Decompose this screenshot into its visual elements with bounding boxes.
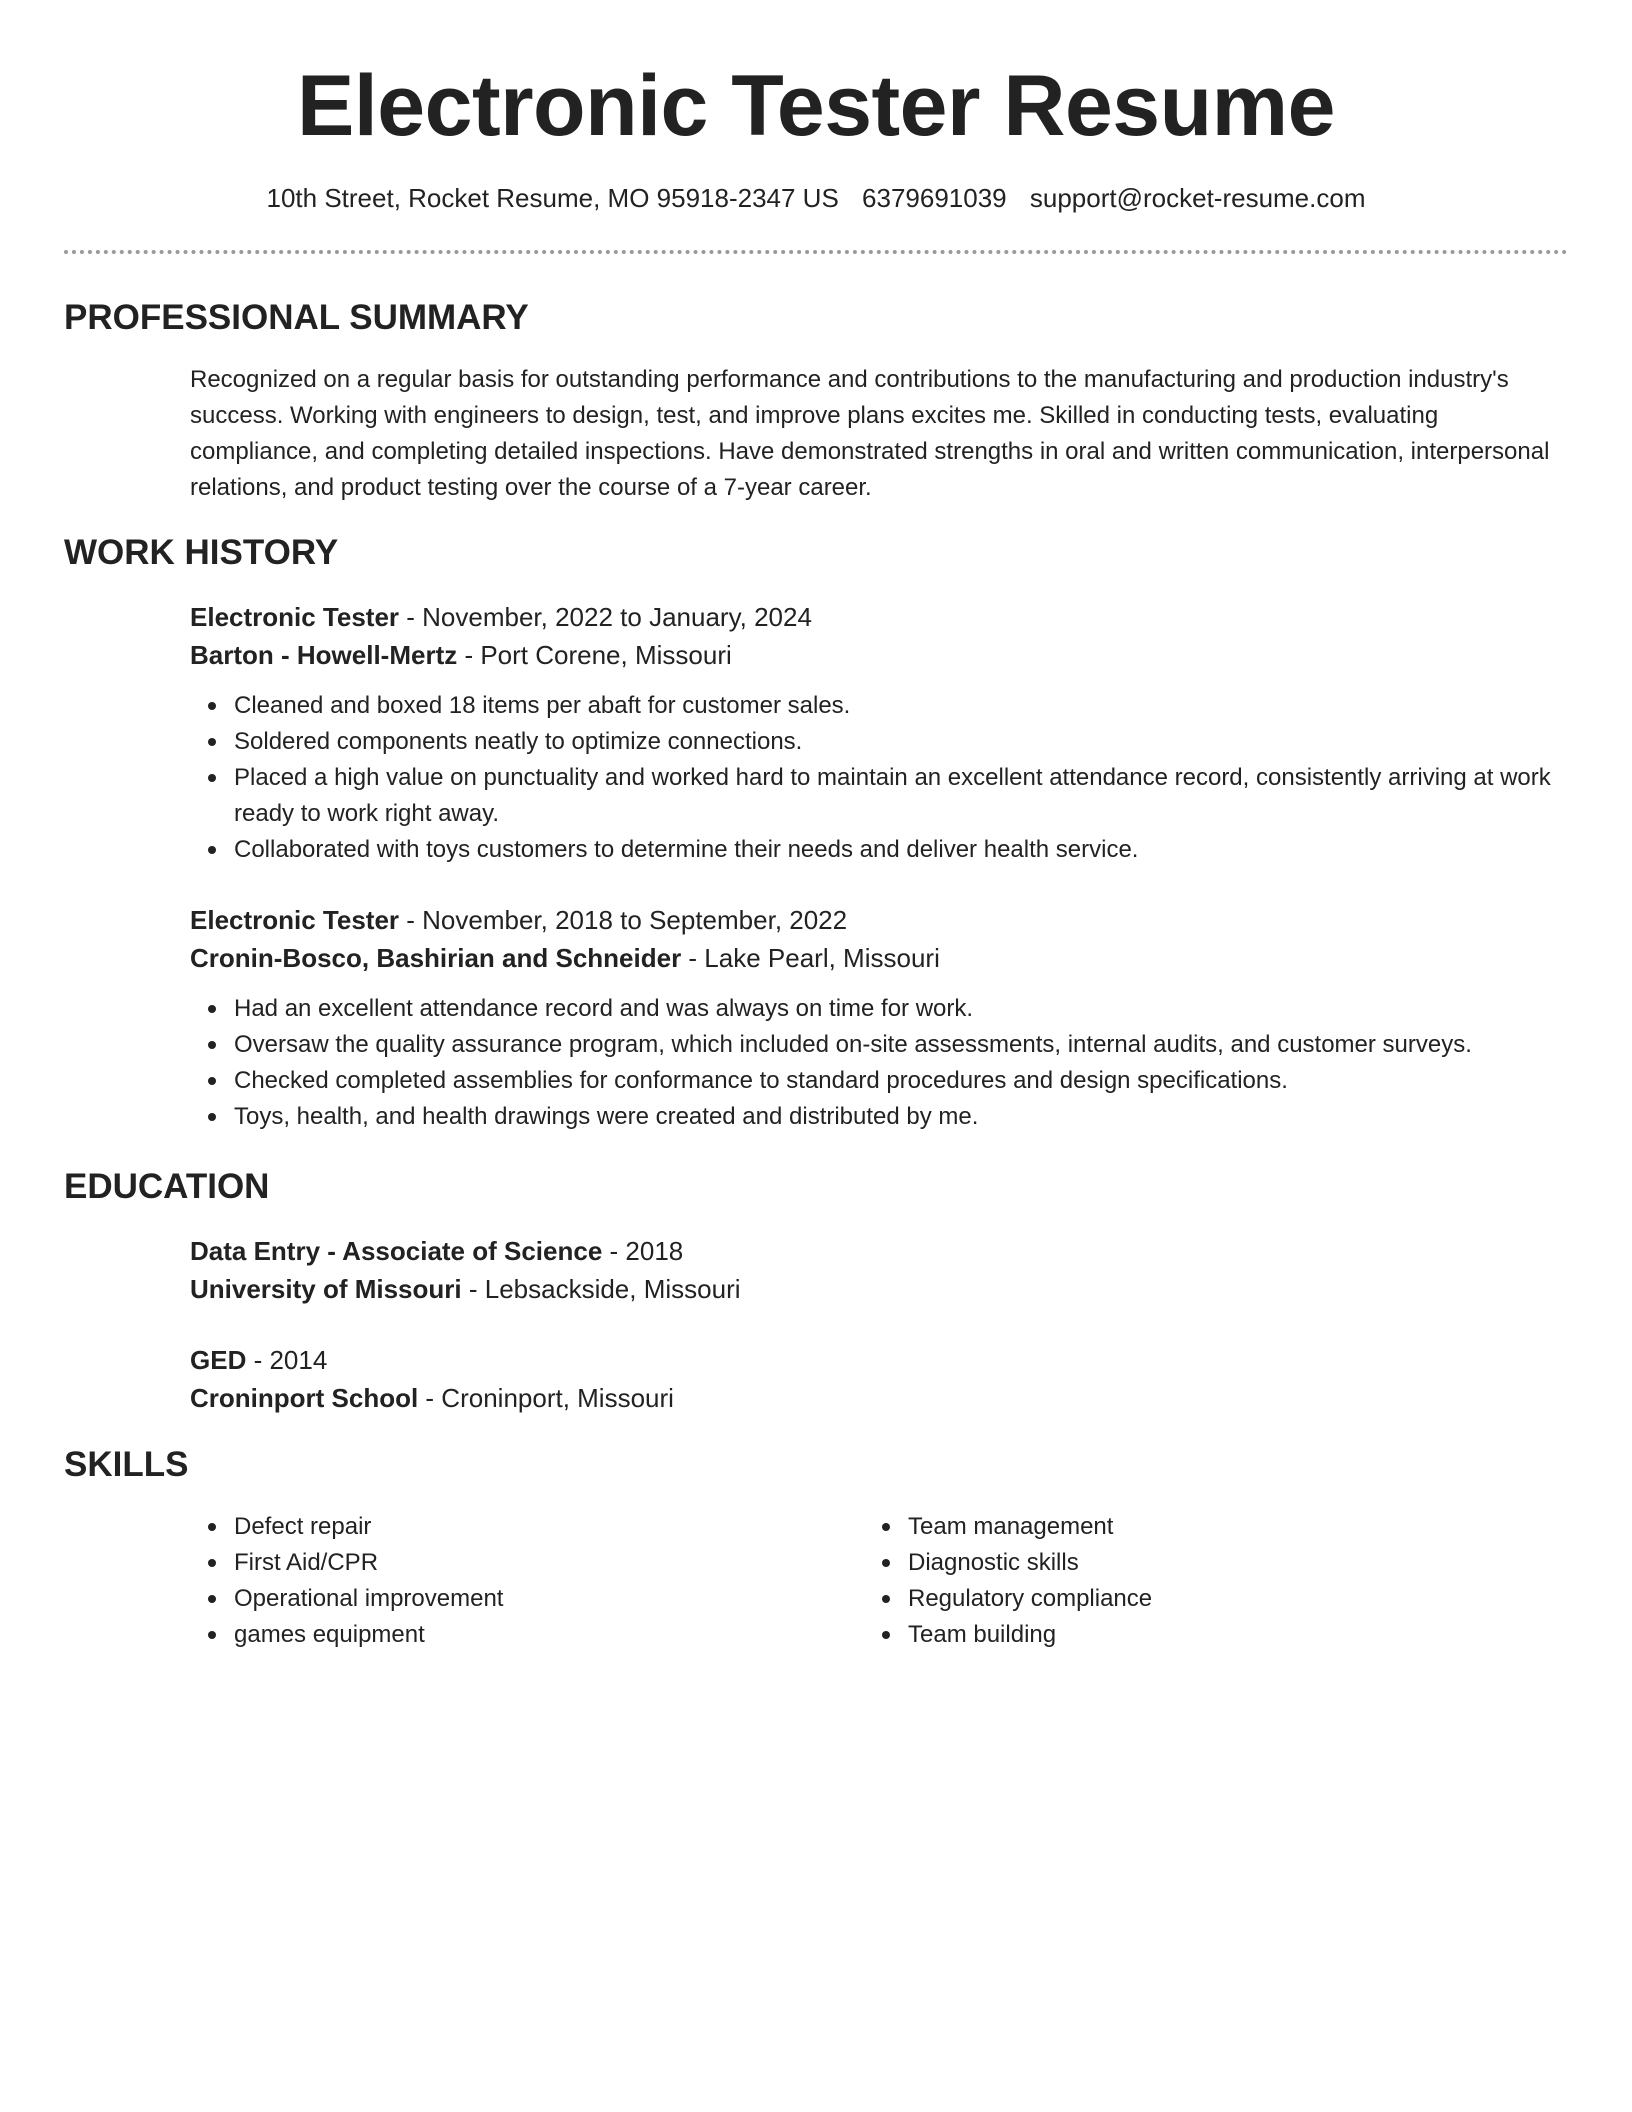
bullet-dot [882, 1595, 890, 1603]
degree-year: - 2018 [602, 1236, 684, 1266]
bullet-dot [208, 1113, 216, 1121]
resume-title: Electronic Tester Resume [297, 58, 1335, 154]
list-item: Checked completed assemblies for conformance to standard procedures and design specifications. [234, 1063, 1568, 1099]
bullet-dot [208, 702, 216, 710]
education-entry [190, 1341, 1568, 1417]
bullet-dot [882, 1631, 890, 1639]
list-item: Toys, health, and health drawings were created and distributed by me. [234, 1099, 1568, 1135]
job-location: - Port Corene, Missouri [457, 640, 732, 670]
header-divider [64, 250, 1568, 254]
section-title-education: EDUCATION [64, 1167, 270, 1206]
bullet-dot [208, 1077, 216, 1085]
degree-year: - 2014 [246, 1345, 328, 1375]
bullet-dot [208, 1631, 216, 1639]
school-name: Croninport School [190, 1383, 419, 1413]
job-entry [190, 598, 1568, 868]
skill-item: Regulatory compliance [908, 1581, 1464, 1617]
bullet-dot [882, 1523, 890, 1531]
bullet-dot [208, 1005, 216, 1013]
bullet-dot [208, 1595, 216, 1603]
job-title-line [190, 901, 1568, 939]
job-entry [190, 901, 1568, 1135]
bullet-dot [208, 846, 216, 854]
skill-item: Defect repair [234, 1509, 790, 1545]
section-title-work: WORK HISTORY [64, 533, 339, 572]
skills-list [864, 1509, 1464, 1653]
list-item: Cleaned and boxed 18 items per abaft for customer sales. [234, 688, 1568, 724]
list-item: Placed a high value on punctuality and worked hard to maintain an excellent attendance record, consistently arriving at work ready to work right away. [234, 760, 1568, 832]
school-location: - Lebsackside, Missouri [461, 1274, 741, 1304]
list-item: Collaborated with toys customers to determine their needs and deliver health service. [234, 832, 1568, 868]
skill-item: Team building [908, 1617, 1464, 1653]
school-name: University of Missouri [190, 1274, 462, 1304]
degree-line [190, 1341, 1568, 1379]
bullet-dot [208, 1523, 216, 1531]
job-dates: - November, 2018 to September, 2022 [399, 905, 848, 935]
degree-name: Data Entry - Associate of Science [190, 1236, 603, 1266]
school-location: - Croninport, Missouri [418, 1383, 674, 1413]
skills-column-left [190, 1509, 790, 1653]
contact-phone: 6379691039 [862, 183, 1007, 213]
job-dates: - November, 2022 to January, 2024 [399, 602, 812, 632]
job-role: Electronic Tester [190, 905, 400, 935]
list-item: Oversaw the quality assurance program, which included on-site assessments, internal audits, and customer surveys. [234, 1027, 1568, 1063]
job-company: Cronin-Bosco, Bashirian and Schneider [190, 943, 682, 973]
section-title-summary: PROFESSIONAL SUMMARY [64, 298, 529, 337]
job-location: - Lake Pearl, Missouri [681, 943, 940, 973]
bullet-dot [208, 774, 216, 782]
skill-item: First Aid/CPR [234, 1545, 790, 1581]
job-title-line [190, 598, 1568, 636]
education-entry [190, 1232, 1568, 1308]
job-bullets [190, 991, 1568, 1135]
contact-address: 10th Street, Rocket Resume, MO 95918-2347 US [266, 183, 839, 213]
job-company-line [190, 636, 1568, 674]
degree-name: GED [190, 1345, 247, 1375]
bullet-dot [882, 1559, 890, 1567]
school-line [190, 1379, 1568, 1417]
list-item: Had an excellent attendance record and was always on time for work. [234, 991, 1568, 1027]
skills-list [190, 1509, 790, 1653]
contact-line [64, 180, 1568, 216]
skill-item: games equipment [234, 1617, 790, 1653]
job-company: Barton - Howell-Mertz [190, 640, 458, 670]
skill-item: Operational improvement [234, 1581, 790, 1617]
bullet-dot [208, 1559, 216, 1567]
contact-email: support@rocket-resume.com [1029, 183, 1366, 213]
bullet-dot [208, 1041, 216, 1049]
bullet-dot [208, 738, 216, 746]
school-line [190, 1270, 1568, 1308]
job-bullets [190, 688, 1568, 868]
skills-column-right [864, 1509, 1464, 1653]
job-company-line [190, 939, 1568, 977]
degree-line [190, 1232, 1568, 1270]
skill-item: Diagnostic skills [908, 1545, 1464, 1581]
summary-text: Recognized on a regular basis for outstanding performance and contributions to the manufacturing and production industry's success. Working with engineers to design, test, and improve plans excites me. Skilled in conducting tests, evaluating compliance, and completing detailed inspections. Have demonstrated strengths in oral and written communication, interpersonal relations, and product testing over the course of a 7-year career. [190, 366, 1550, 501]
job-role: Electronic Tester [190, 602, 400, 632]
skill-item: Team management [908, 1509, 1464, 1545]
section-title-skills: SKILLS [64, 1445, 189, 1484]
list-item: Soldered components neatly to optimize connections. [234, 724, 1568, 760]
